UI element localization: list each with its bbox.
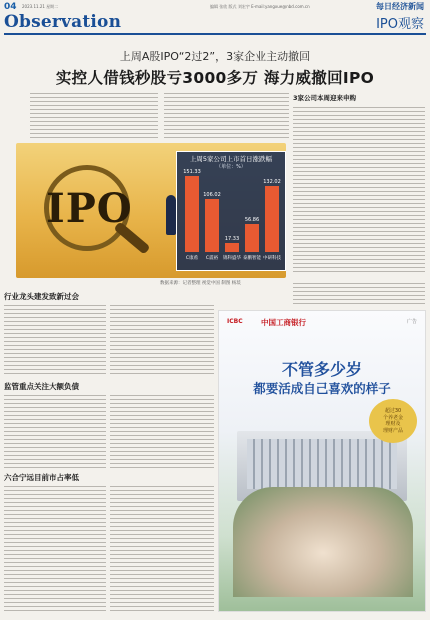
chart-bar <box>265 186 279 252</box>
ad-subheadline: 都要活成自己喜欢的样子 <box>253 381 391 396</box>
chart-category-label: 锦科盛华 <box>223 256 241 261</box>
ad-badge-line-1: 超过30 <box>384 408 402 414</box>
photo-caption: 数据来源：记者整理 视觉中国 制图 杨琰 <box>160 281 241 286</box>
chart-value-label: 132.02 <box>263 178 281 185</box>
chart-bar <box>185 176 199 252</box>
chart-category-label: 泰鹏智能 <box>243 256 261 261</box>
paper-name: 每日经济新闻 <box>376 2 424 11</box>
ad-people-image <box>233 487 413 597</box>
headline-subtitle: 上周A股IPO“2过2”，3家企业主动撤回 <box>119 50 311 63</box>
right-column-title: 3家公司本周迎来申购 <box>293 94 357 102</box>
right-column-text-2 <box>293 280 425 304</box>
headline-title: 实控人借钱秒股亏3000多万 海力威撤回IPO <box>55 69 375 87</box>
section-heading-1: 行业龙头建发致新过会 <box>4 292 79 301</box>
chart-value-label: 17.33 <box>224 236 240 243</box>
section-title: Observation <box>4 12 122 32</box>
chart-bar <box>205 199 219 252</box>
chart-unit: （单位：%） <box>216 164 246 170</box>
icbc-name: 中国工商银行 <box>261 318 306 327</box>
section-heading-2: 监管重点关注大额负债 <box>4 382 79 391</box>
ad-badge-line-3: 理财及 <box>385 421 401 427</box>
photo-ipo-text: IPO <box>46 185 133 232</box>
icbc-logo: ICBC <box>227 318 243 325</box>
right-column-text <box>293 104 425 274</box>
section-2-text-a <box>4 392 106 468</box>
page-number: 04 <box>4 2 17 12</box>
chart-category-label: 中研科技 <box>263 256 281 261</box>
feature-photo <box>16 143 286 278</box>
section-2-text-b <box>110 392 214 468</box>
header-rule <box>4 33 426 35</box>
chart-category-label: C震裕 <box>205 256 219 261</box>
section-3-text-a <box>4 483 106 613</box>
chart-category-label: C康希 <box>185 256 199 261</box>
ad-badge-line-4: 理财产品 <box>382 427 403 434</box>
editor-line: 编辑 张欣 版式 刘宏宇 E-mail:yangxue@nbd.com.cn <box>210 4 310 9</box>
chart-title: 上周5家公司上市首日涨跌幅 <box>189 155 273 163</box>
chart-value-label: 151.33 <box>183 169 201 176</box>
section-1-text-b <box>110 302 214 377</box>
ad-badge <box>369 399 417 443</box>
chart-bar <box>225 243 239 252</box>
section-subtitle: IPO观察 <box>376 17 424 32</box>
section-heading-3: 六合宁远目前市占率低 <box>4 473 79 482</box>
chart-value-label: 106.02 <box>203 191 221 198</box>
chart-value-label: 56.86 <box>244 216 260 223</box>
date-line: 2023.11.21 星期二 <box>22 4 59 9</box>
ad-tag: 广告 <box>406 319 417 325</box>
chart-bar <box>245 224 259 252</box>
intro-text-col-1 <box>30 90 158 138</box>
intro-text-col-2 <box>164 90 289 138</box>
icbc-advertisement[interactable] <box>218 310 426 612</box>
bar-chart <box>176 151 286 271</box>
section-3-text-b <box>110 483 214 613</box>
section-1-text-a <box>4 302 106 377</box>
ad-headline: 不管多少岁 <box>281 360 362 379</box>
person-figure <box>166 195 176 235</box>
ad-badge-line-2: 个养老金 <box>382 414 403 421</box>
